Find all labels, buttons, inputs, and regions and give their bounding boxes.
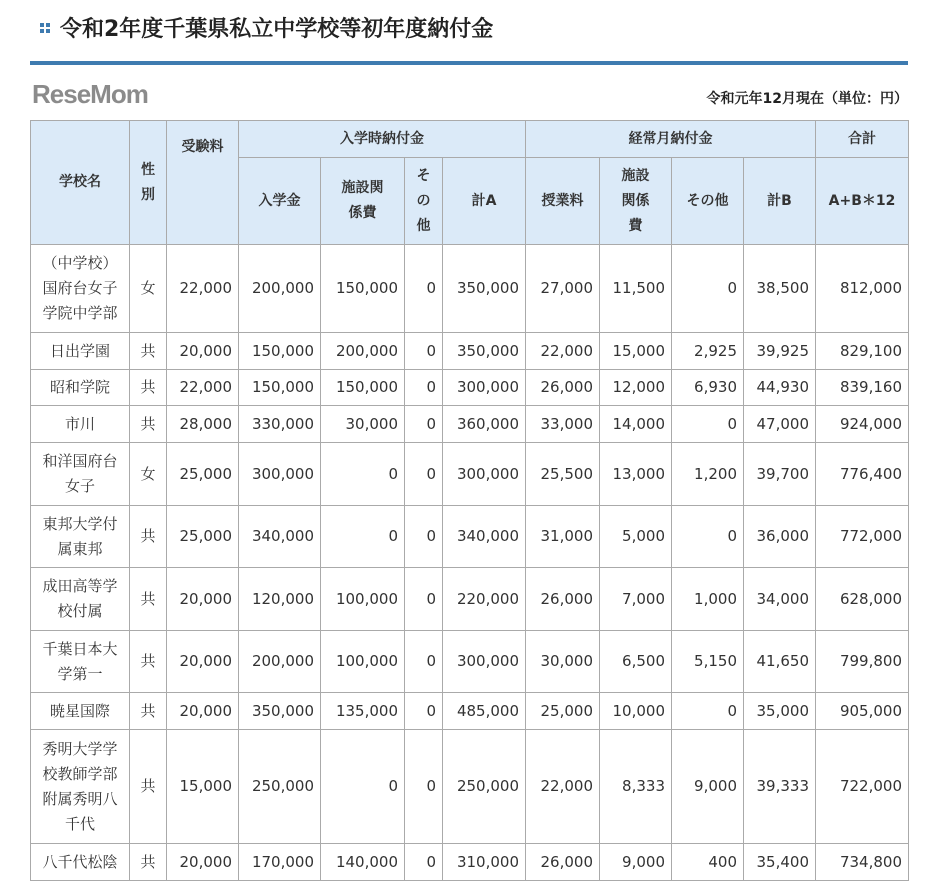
table-row bbox=[31, 631, 909, 693]
as-of-note: 令和元年12月現在（単位：円） bbox=[706, 91, 908, 107]
school-name-cell: 千葉日本大学第一 bbox=[31, 631, 130, 693]
school-name-cell: 昭和学院 bbox=[31, 370, 130, 406]
value-cell: 11,500 bbox=[600, 245, 672, 333]
value-cell: 5,150 bbox=[672, 631, 744, 693]
header-exam-fee: 受験料 bbox=[167, 121, 239, 245]
value-cell: 5,000 bbox=[600, 506, 672, 568]
sex-cell: 共 bbox=[130, 333, 167, 370]
value-cell: 13,000 bbox=[600, 443, 672, 506]
value-cell: 0 bbox=[405, 333, 443, 370]
value-cell: 776,400 bbox=[816, 443, 909, 506]
table-row bbox=[31, 693, 909, 730]
value-cell: 8,333 bbox=[600, 730, 672, 844]
value-cell: 41,650 bbox=[744, 631, 816, 693]
table-row bbox=[31, 370, 909, 406]
value-cell: 150,000 bbox=[239, 370, 321, 406]
value-cell: 35,000 bbox=[744, 693, 816, 730]
value-cell: 330,000 bbox=[239, 406, 321, 443]
value-cell: 300,000 bbox=[443, 631, 526, 693]
sex-cell: 女 bbox=[130, 443, 167, 506]
value-cell: 150,000 bbox=[321, 370, 405, 406]
value-cell: 20,000 bbox=[167, 844, 239, 881]
value-cell: 300,000 bbox=[443, 443, 526, 506]
value-cell: 1,200 bbox=[672, 443, 744, 506]
header-monthly-facility: 施設関係費 bbox=[600, 158, 672, 245]
fee-table bbox=[30, 120, 909, 881]
table-row bbox=[31, 406, 909, 443]
value-cell: 35,400 bbox=[744, 844, 816, 881]
value-cell: 34,000 bbox=[744, 568, 816, 631]
table-row bbox=[31, 730, 909, 844]
value-cell: 28,000 bbox=[167, 406, 239, 443]
school-name-cell: 成田高等学校付属 bbox=[31, 568, 130, 631]
value-cell: 0 bbox=[672, 406, 744, 443]
value-cell: 200,000 bbox=[239, 631, 321, 693]
value-cell: 25,500 bbox=[526, 443, 600, 506]
value-cell: 100,000 bbox=[321, 568, 405, 631]
sex-cell: 女 bbox=[130, 245, 167, 333]
table-row bbox=[31, 333, 909, 370]
school-name-cell: 八千代松陰 bbox=[31, 844, 130, 881]
header-total-group: 合計 bbox=[816, 121, 909, 158]
value-cell: 0 bbox=[405, 844, 443, 881]
value-cell: 0 bbox=[405, 568, 443, 631]
value-cell: 26,000 bbox=[526, 370, 600, 406]
value-cell: 350,000 bbox=[443, 245, 526, 333]
title-bullet-icon bbox=[40, 23, 50, 33]
table-row bbox=[31, 443, 909, 506]
value-cell: 0 bbox=[321, 506, 405, 568]
value-cell: 0 bbox=[672, 693, 744, 730]
value-cell: 0 bbox=[321, 443, 405, 506]
school-name-cell: 和洋国府台女子 bbox=[31, 443, 130, 506]
value-cell: 0 bbox=[405, 245, 443, 333]
value-cell: 628,000 bbox=[816, 568, 909, 631]
header-admission-group: 入学時納付金 bbox=[239, 121, 526, 158]
title-divider bbox=[30, 61, 908, 65]
value-cell: 220,000 bbox=[443, 568, 526, 631]
sex-cell: 共 bbox=[130, 631, 167, 693]
sex-cell: 共 bbox=[130, 730, 167, 844]
value-cell: 250,000 bbox=[443, 730, 526, 844]
header-monthly-group: 経常月納付金 bbox=[526, 121, 816, 158]
value-cell: 6,500 bbox=[600, 631, 672, 693]
value-cell: 47,000 bbox=[744, 406, 816, 443]
header-monthly-other: その他 bbox=[672, 158, 744, 245]
header-tuition: 授業料 bbox=[526, 158, 600, 245]
value-cell: 25,000 bbox=[167, 443, 239, 506]
header-school: 学校名 bbox=[31, 121, 130, 245]
header-other: その他 bbox=[405, 158, 443, 245]
value-cell: 1,000 bbox=[672, 568, 744, 631]
value-cell: 22,000 bbox=[167, 370, 239, 406]
value-cell: 15,000 bbox=[167, 730, 239, 844]
value-cell: 20,000 bbox=[167, 568, 239, 631]
value-cell: 0 bbox=[405, 443, 443, 506]
value-cell: 27,000 bbox=[526, 245, 600, 333]
value-cell: 20,000 bbox=[167, 333, 239, 370]
header-total-b: 計B bbox=[744, 158, 816, 245]
value-cell: 0 bbox=[672, 245, 744, 333]
value-cell: 734,800 bbox=[816, 844, 909, 881]
value-cell: 140,000 bbox=[321, 844, 405, 881]
value-cell: 360,000 bbox=[443, 406, 526, 443]
school-name-cell: 秀明大学学校教師学部附属秀明八千代 bbox=[31, 730, 130, 844]
value-cell: 300,000 bbox=[443, 370, 526, 406]
value-cell: 150,000 bbox=[321, 245, 405, 333]
value-cell: 44,930 bbox=[744, 370, 816, 406]
value-cell: 310,000 bbox=[443, 844, 526, 881]
value-cell: 7,000 bbox=[600, 568, 672, 631]
value-cell: 0 bbox=[405, 406, 443, 443]
value-cell: 22,000 bbox=[526, 730, 600, 844]
page-title bbox=[40, 12, 493, 43]
value-cell: 300,000 bbox=[239, 443, 321, 506]
value-cell: 26,000 bbox=[526, 844, 600, 881]
value-cell: 0 bbox=[405, 730, 443, 844]
value-cell: 0 bbox=[405, 370, 443, 406]
school-name-cell: 暁星国際 bbox=[31, 693, 130, 730]
value-cell: 340,000 bbox=[443, 506, 526, 568]
value-cell: 170,000 bbox=[239, 844, 321, 881]
value-cell: 135,000 bbox=[321, 693, 405, 730]
title-text: 令和2年度千葉県私立中学校等初年度納付金 bbox=[60, 17, 494, 42]
value-cell: 38,500 bbox=[744, 245, 816, 333]
header-sex: 性別 bbox=[130, 121, 167, 245]
value-cell: 924,000 bbox=[816, 406, 909, 443]
value-cell: 9,000 bbox=[600, 844, 672, 881]
value-cell: 100,000 bbox=[321, 631, 405, 693]
value-cell: 25,000 bbox=[167, 506, 239, 568]
value-cell: 36,000 bbox=[744, 506, 816, 568]
value-cell: 0 bbox=[405, 693, 443, 730]
value-cell: 2,925 bbox=[672, 333, 744, 370]
value-cell: 200,000 bbox=[321, 333, 405, 370]
value-cell: 0 bbox=[672, 506, 744, 568]
value-cell: 0 bbox=[321, 730, 405, 844]
value-cell: 722,000 bbox=[816, 730, 909, 844]
value-cell: 39,700 bbox=[744, 443, 816, 506]
value-cell: 150,000 bbox=[239, 333, 321, 370]
value-cell: 33,000 bbox=[526, 406, 600, 443]
value-cell: 14,000 bbox=[600, 406, 672, 443]
value-cell: 0 bbox=[405, 506, 443, 568]
header-total-a: 計A bbox=[443, 158, 526, 245]
table-row bbox=[31, 506, 909, 568]
value-cell: 485,000 bbox=[443, 693, 526, 730]
value-cell: 905,000 bbox=[816, 693, 909, 730]
value-cell: 20,000 bbox=[167, 631, 239, 693]
header-facility: 施設関係費 bbox=[321, 158, 405, 245]
value-cell: 30,000 bbox=[321, 406, 405, 443]
value-cell: 39,925 bbox=[744, 333, 816, 370]
value-cell: 120,000 bbox=[239, 568, 321, 631]
value-cell: 400 bbox=[672, 844, 744, 881]
sex-cell: 共 bbox=[130, 370, 167, 406]
value-cell: 799,800 bbox=[816, 631, 909, 693]
value-cell: 200,000 bbox=[239, 245, 321, 333]
school-name-cell: 東邦大学付属東邦 bbox=[31, 506, 130, 568]
value-cell: 30,000 bbox=[526, 631, 600, 693]
school-name-cell: 市川 bbox=[31, 406, 130, 443]
value-cell: 839,160 bbox=[816, 370, 909, 406]
value-cell: 26,000 bbox=[526, 568, 600, 631]
school-name-cell: （中学校）国府台女子学院中学部 bbox=[31, 245, 130, 333]
table-row bbox=[31, 245, 909, 333]
header-admission-fee: 入学金 bbox=[239, 158, 321, 245]
value-cell: 340,000 bbox=[239, 506, 321, 568]
value-cell: 22,000 bbox=[167, 245, 239, 333]
value-cell: 250,000 bbox=[239, 730, 321, 844]
value-cell: 350,000 bbox=[443, 333, 526, 370]
school-name-cell: 日出学園 bbox=[31, 333, 130, 370]
sex-cell: 共 bbox=[130, 406, 167, 443]
value-cell: 22,000 bbox=[526, 333, 600, 370]
header-grand-total: A+B＊12 bbox=[816, 158, 909, 245]
sex-cell: 共 bbox=[130, 568, 167, 631]
value-cell: 20,000 bbox=[167, 693, 239, 730]
value-cell: 350,000 bbox=[239, 693, 321, 730]
table-row bbox=[31, 844, 909, 881]
value-cell: 12,000 bbox=[600, 370, 672, 406]
value-cell: 812,000 bbox=[816, 245, 909, 333]
value-cell: 15,000 bbox=[600, 333, 672, 370]
value-cell: 39,333 bbox=[744, 730, 816, 844]
value-cell: 10,000 bbox=[600, 693, 672, 730]
value-cell: 829,100 bbox=[816, 333, 909, 370]
table-row bbox=[31, 568, 909, 631]
value-cell: 6,930 bbox=[672, 370, 744, 406]
value-cell: 9,000 bbox=[672, 730, 744, 844]
watermark-logo: ReseMom bbox=[32, 79, 148, 109]
value-cell: 31,000 bbox=[526, 506, 600, 568]
sex-cell: 共 bbox=[130, 844, 167, 881]
sex-cell: 共 bbox=[130, 506, 167, 568]
value-cell: 25,000 bbox=[526, 693, 600, 730]
value-cell: 0 bbox=[405, 631, 443, 693]
value-cell: 772,000 bbox=[816, 506, 909, 568]
sex-cell: 共 bbox=[130, 693, 167, 730]
